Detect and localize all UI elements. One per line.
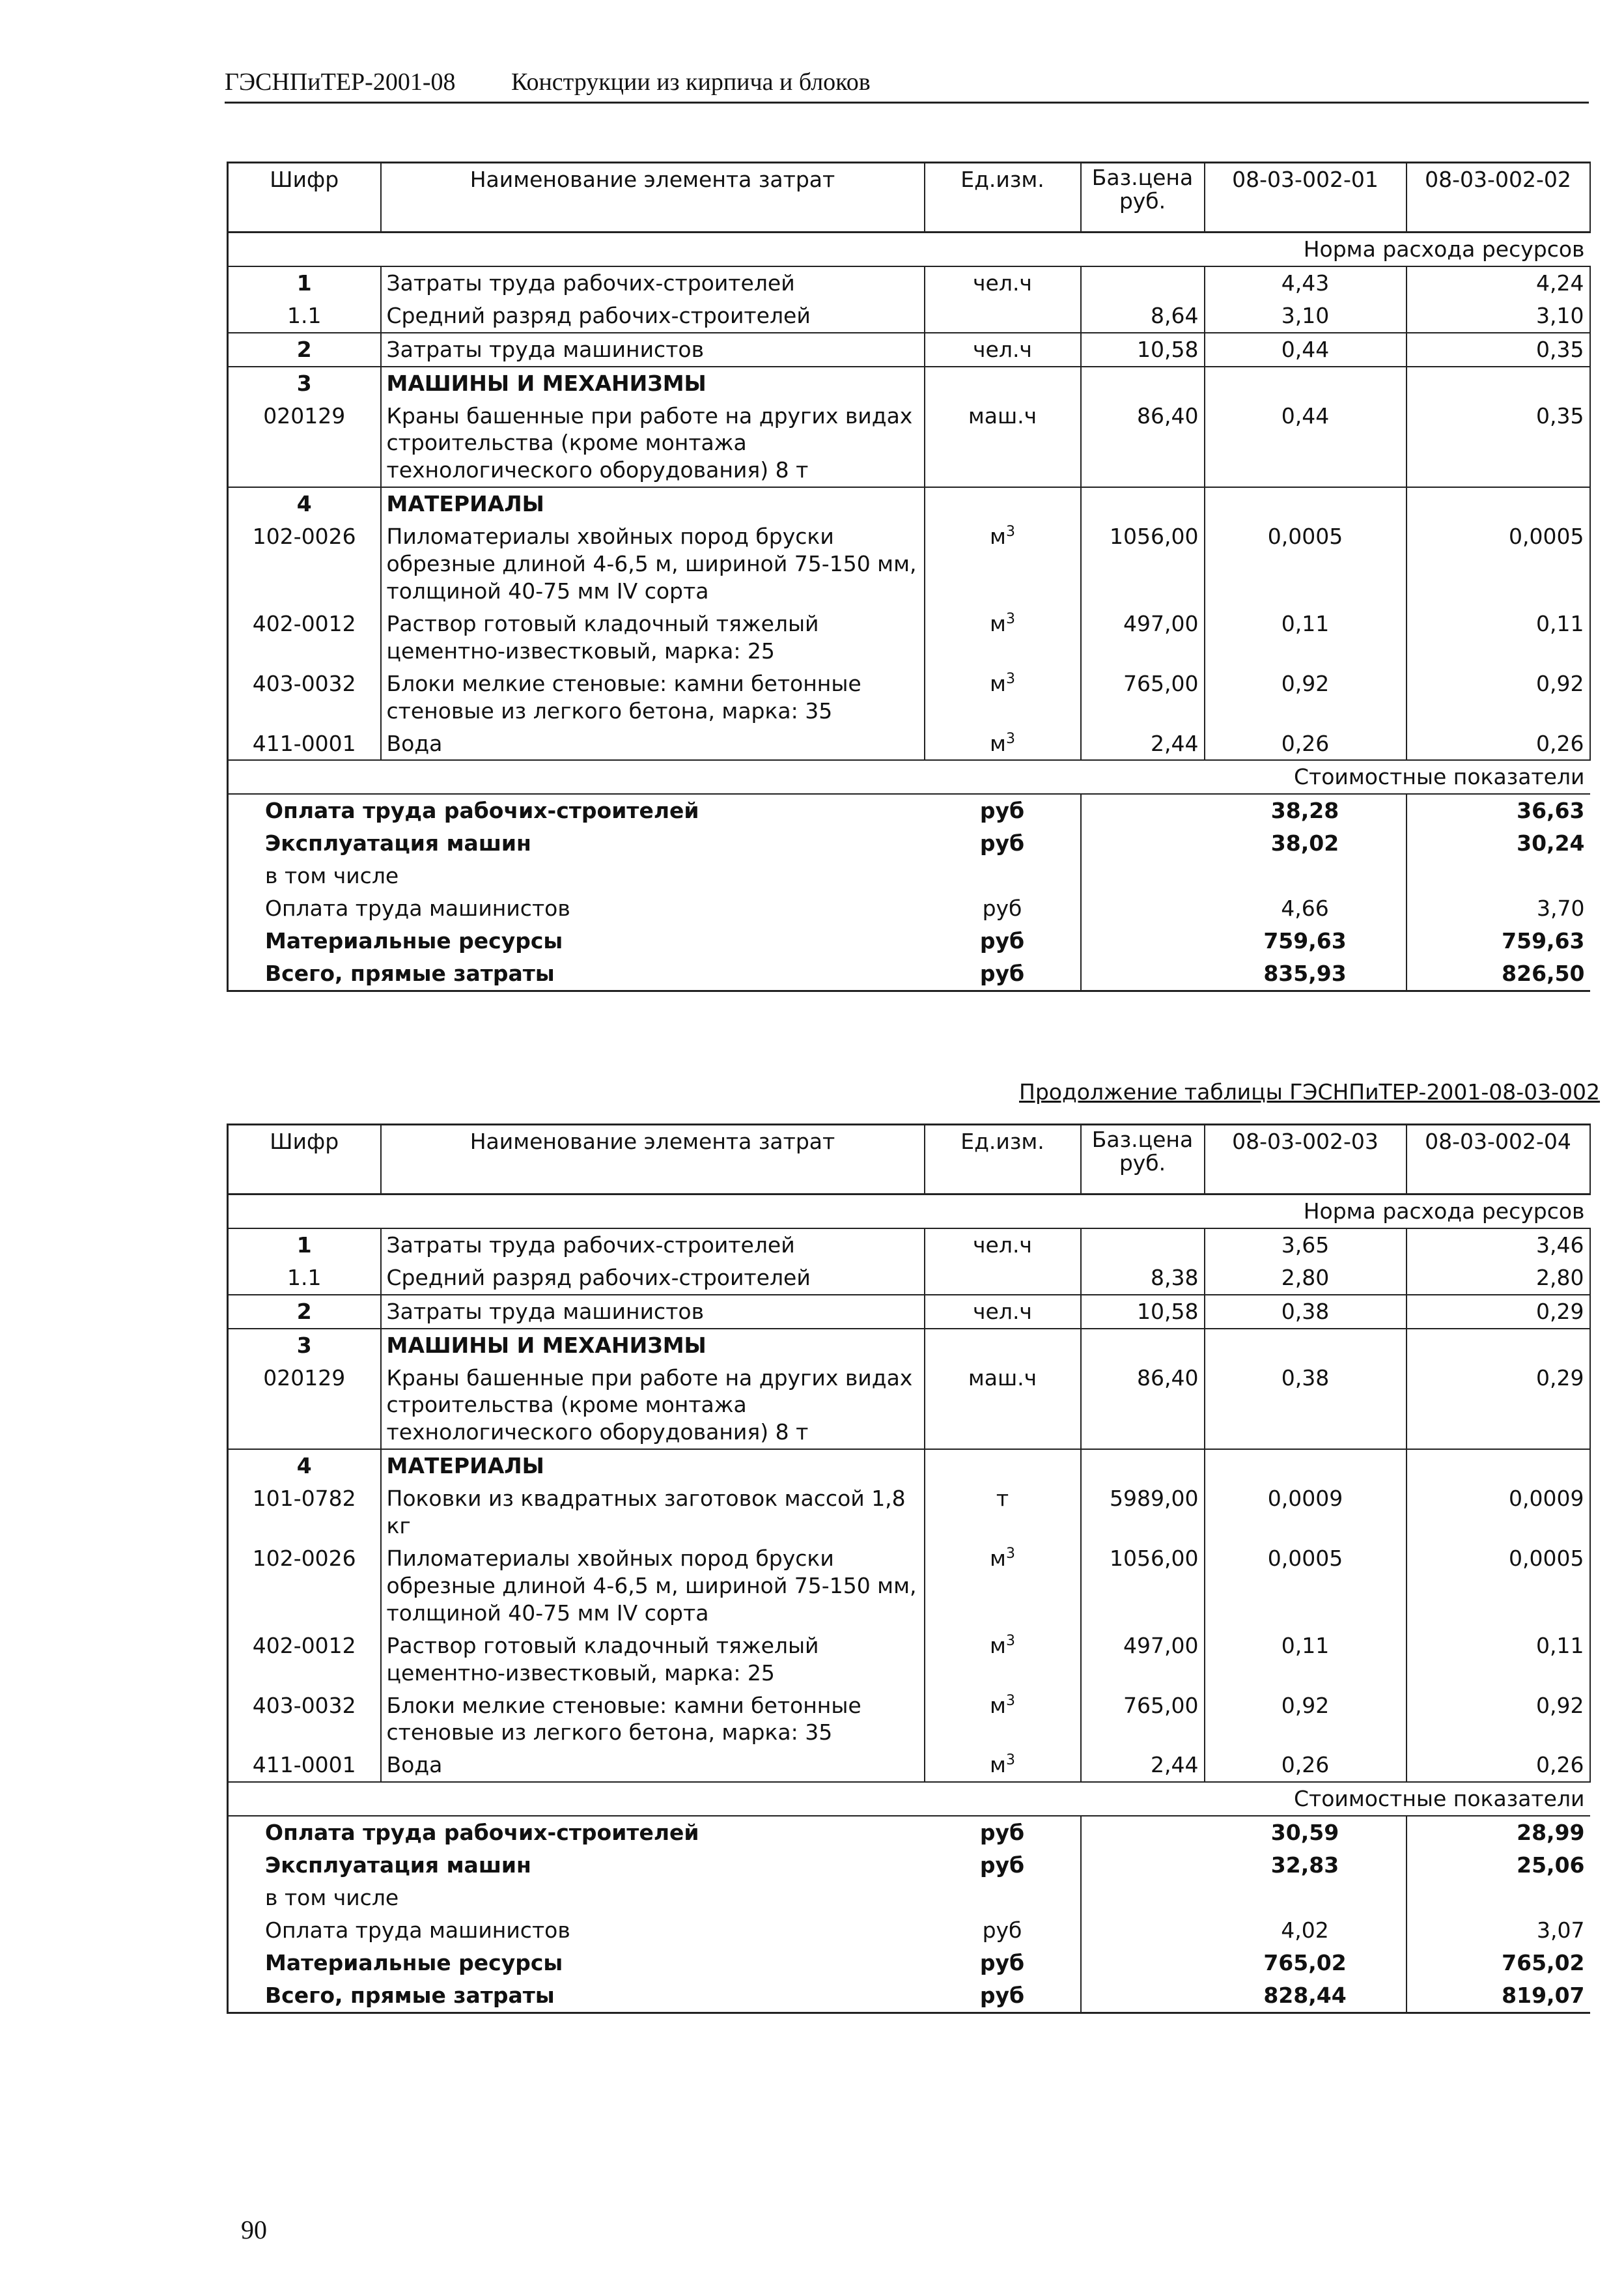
cost-unit <box>925 860 1081 892</box>
row-norm-b: 0,92 <box>1407 1689 1590 1749</box>
cost-name: Всего, прямые затраты <box>228 957 925 991</box>
row-price <box>1081 266 1205 300</box>
row-norm-b: 0,0005 <box>1407 1542 1590 1630</box>
row-name: Блоки мелкие стеновые: камни бетонные стеновые из легкого бетона, марка: 35 <box>381 1689 925 1749</box>
row-norm-b: 3,10 <box>1407 300 1590 333</box>
norm-label-row <box>228 233 1590 266</box>
cost-value-b: 826,50 <box>1407 957 1590 991</box>
cost-label-row <box>228 760 1590 794</box>
row-name: МАШИНЫ И МЕХАНИЗМЫ <box>381 1329 925 1362</box>
cost-unit: руб <box>979 1820 1025 1846</box>
row-name: Вода <box>381 1749 925 1782</box>
cost-row <box>228 1882 1590 1914</box>
cost-unit: руб <box>979 798 1025 824</box>
row-norm-a: 0,0005 <box>1205 520 1407 608</box>
row-name: Пиломатериалы хвойных пород бруски обрезные длиной 4-6,5 м, шириной 75-150 мм, толщиной 40-75 мм IV сорта <box>381 520 925 608</box>
col-header-price-line1: Баз.цена <box>1091 165 1194 190</box>
row-name: Раствор готовый кладочный тяжелый цементно-известковый, марка: 25 <box>381 608 925 668</box>
row-name: Вода <box>381 728 925 761</box>
table-row <box>228 608 1590 668</box>
resource-table-1 <box>227 162 1591 992</box>
cost-row <box>228 794 1590 827</box>
cost-value-b: 25,06 <box>1407 1849 1590 1882</box>
row-code: 102-0026 <box>228 1542 381 1630</box>
unit-exponent: 3 <box>1005 1752 1015 1769</box>
row-name: Пиломатериалы хвойных пород бруски обрезные длиной 4-6,5 м, шириной 75-150 мм, толщиной 40-75 мм IV сорта <box>381 1542 925 1630</box>
row-name: Краны башенные при работе на других видах строительства (кроме монтажа технологического оборудования) 8 т <box>381 1362 925 1450</box>
cost-unit: руб <box>979 1852 1025 1878</box>
cost-label: Стоимостные показатели <box>228 1782 1590 1816</box>
cost-row <box>228 925 1590 957</box>
row-norm-b: 2,80 <box>1407 1262 1590 1295</box>
row-norm-a: 3,10 <box>1205 300 1407 333</box>
row-price: 765,00 <box>1081 668 1205 728</box>
row-norm-a: 0,38 <box>1205 1362 1407 1450</box>
norm-label: Норма расхода ресурсов <box>228 233 1590 266</box>
row-name: МАШИНЫ И МЕХАНИЗМЫ <box>381 367 925 400</box>
cost-row <box>228 1947 1590 1979</box>
row-norm-a: 0,92 <box>1205 1689 1407 1749</box>
row-price: 10,58 <box>1081 1295 1205 1329</box>
row-price: 8,38 <box>1081 1262 1205 1295</box>
table-row <box>228 400 1590 488</box>
row-name: Краны башенные при работе на других видах строительства (кроме монтажа технологического оборудования) 8 т <box>381 400 925 488</box>
cost-price-empty <box>1081 860 1205 892</box>
row-norm-b: 0,92 <box>1407 668 1590 728</box>
cost-value-a: 38,28 <box>1270 798 1339 824</box>
table-row <box>228 668 1590 728</box>
row-norm-b: 0,11 <box>1407 608 1590 668</box>
row-norm-a: 0,92 <box>1205 668 1407 728</box>
row-code: 2 <box>228 1295 381 1329</box>
cost-price-empty <box>1081 925 1205 957</box>
row-unit <box>925 367 1081 400</box>
row-norm-a: 0,0005 <box>1205 1542 1407 1630</box>
row-unit <box>925 1630 1081 1689</box>
row-code: 101-0782 <box>228 1482 381 1542</box>
table-header <box>228 163 1590 233</box>
cost-value-a: 835,93 <box>1205 957 1407 991</box>
row-norm-a: 0,26 <box>1205 728 1407 761</box>
cost-unit: руб <box>979 927 1025 954</box>
row-name: Затраты труда рабочих-строителей <box>381 266 925 300</box>
table-row <box>228 1262 1590 1295</box>
table-row <box>228 1228 1590 1262</box>
resource-table-2 <box>227 1124 1591 2014</box>
row-unit-text: $м^3$ <box>990 1692 1015 1718</box>
row-name: Блоки мелкие стеновые: камни бетонные стеновые из легкого бетона, марка: 35 <box>381 668 925 728</box>
row-norm-b: 0,29 <box>1407 1362 1590 1450</box>
cost-price-empty <box>1081 1979 1205 2013</box>
row-unit-text: $м^3$ <box>990 1545 1015 1571</box>
row-unit <box>925 300 1081 333</box>
row-unit <box>925 1542 1081 1630</box>
row-price: 1056,00 <box>1081 1542 1205 1630</box>
table-row <box>228 266 1590 300</box>
row-code: 402-0012 <box>228 608 381 668</box>
cost-value-a: 759,63 <box>1263 927 1347 954</box>
table-row <box>228 367 1590 400</box>
row-unit-text: $м^3$ <box>990 730 1015 756</box>
row-norm-a <box>1205 1329 1407 1362</box>
cost-value-a: 765,02 <box>1263 1949 1347 1975</box>
cost-name: Всего, прямые затраты <box>228 1979 925 2013</box>
unit-exponent: 3 <box>1005 610 1015 627</box>
cost-name: Эксплуатация машин <box>228 1849 925 1882</box>
row-norm-a: 3,65 <box>1205 1228 1407 1262</box>
row-price <box>1081 367 1205 400</box>
row-norm-a: 0,26 <box>1205 1749 1407 1782</box>
unit-exponent: 3 <box>1005 730 1015 747</box>
table-row <box>228 1329 1590 1362</box>
cost-price-empty <box>1081 1849 1205 1882</box>
row-code: 102-0026 <box>228 520 381 608</box>
col-header-unit: Ед.изм. <box>925 1125 1081 1194</box>
col-header-unit: Ед.изм. <box>925 163 1081 233</box>
row-norm-b: 0,26 <box>1407 1749 1590 1782</box>
cost-row <box>228 1849 1590 1882</box>
cost-name: Оплата труда машинистов <box>228 892 925 925</box>
row-norm-a: 0,38 <box>1205 1295 1407 1329</box>
row-unit-text: $м^3$ <box>990 1632 1015 1658</box>
table-row <box>228 300 1590 333</box>
cost-value-b <box>1407 860 1590 892</box>
cost-name: Оплата труда машинистов <box>228 1914 925 1947</box>
row-code: 1 <box>228 1228 381 1262</box>
row-unit: т <box>925 1482 1081 1542</box>
cost-row <box>228 1979 1590 2013</box>
row-unit <box>925 1749 1081 1782</box>
row-name: Затраты труда машинистов <box>381 1295 925 1329</box>
row-norm-b: 0,11 <box>1407 1630 1590 1689</box>
cost-name: Оплата труда рабочих-строителей <box>228 794 925 827</box>
col-header-norm-a: 08-03-002-01 <box>1205 163 1407 233</box>
col-header-norm-a: 08-03-002-03 <box>1205 1125 1407 1194</box>
cost-name: Эксплуатация машин <box>228 827 925 860</box>
table-row <box>228 1449 1590 1482</box>
table-row <box>228 333 1590 367</box>
row-norm-b: 4,24 <box>1407 266 1590 300</box>
row-unit <box>925 668 1081 728</box>
row-price: 5989,00 <box>1081 1482 1205 1542</box>
row-unit: маш.ч <box>925 400 1081 488</box>
col-header-price-line1: Баз.цена <box>1091 1127 1194 1152</box>
row-price: 2,44 <box>1081 1749 1205 1782</box>
norm-label-row <box>228 1194 1590 1228</box>
row-price <box>1081 487 1205 520</box>
row-name: МАТЕРИАЛЫ <box>381 1449 925 1482</box>
unit-exponent: 3 <box>1005 1692 1015 1709</box>
cost-value-a: 30,59 <box>1270 1820 1339 1846</box>
cost-unit: руб <box>982 1917 1022 1943</box>
row-unit <box>925 1689 1081 1749</box>
cost-unit: руб <box>925 957 1081 991</box>
row-unit <box>925 728 1081 761</box>
row-unit <box>925 1262 1081 1295</box>
row-unit: чел.ч <box>925 1228 1081 1262</box>
row-norm-a: 0,44 <box>1205 400 1407 488</box>
row-unit: чел.ч <box>925 266 1081 300</box>
cost-unit: руб <box>979 1949 1025 1975</box>
cost-value-b: 765,02 <box>1407 1947 1590 1979</box>
unit-exponent: 3 <box>1005 1632 1015 1649</box>
col-header-name: Наименование элемента затрат <box>381 163 925 233</box>
row-norm-b: 3,46 <box>1407 1228 1590 1262</box>
row-unit <box>925 487 1081 520</box>
cost-value-a: 38,02 <box>1270 830 1339 856</box>
cost-price-empty <box>1081 892 1205 925</box>
table-row <box>228 1630 1590 1689</box>
cost-row <box>228 957 1590 991</box>
row-unit <box>925 608 1081 668</box>
col-header-price <box>1081 163 1205 233</box>
row-norm-a: 0,44 <box>1205 333 1407 367</box>
row-unit: чел.ч <box>925 1295 1081 1329</box>
col-header-norm-b: 08-03-002-04 <box>1407 1125 1590 1194</box>
row-price: 10,58 <box>1081 333 1205 367</box>
cost-value-a: 828,44 <box>1205 1979 1407 2013</box>
row-price: 497,00 <box>1081 608 1205 668</box>
row-code: 403-0032 <box>228 1689 381 1749</box>
cost-label: Стоимостные показатели <box>228 760 1590 794</box>
page-number: 90 <box>241 2215 267 2244</box>
row-code: 020129 <box>228 400 381 488</box>
cost-unit: руб <box>979 830 1025 856</box>
table-row <box>228 728 1590 761</box>
continuation-label: Продолжение таблицы ГЭСНПиТЕР-2001-08-03-002 <box>1019 1079 1601 1105</box>
table-row <box>228 1749 1590 1782</box>
row-code: 3 <box>228 1329 381 1362</box>
table-row <box>228 520 1590 608</box>
cost-row <box>228 892 1590 925</box>
table-row <box>228 1295 1590 1329</box>
row-norm-b: 0,0005 <box>1407 520 1590 608</box>
row-name: Поковки из квадратных заготовок массой 1,8 кг <box>381 1482 925 1542</box>
row-norm-a: 0,11 <box>1205 608 1407 668</box>
cost-price-empty <box>1081 1816 1205 1849</box>
row-name: Затраты труда машинистов <box>381 333 925 367</box>
col-header-code: Шифр <box>228 163 381 233</box>
row-name: Средний разряд рабочих-строителей <box>381 1262 925 1295</box>
row-unit-text: $м^3$ <box>990 610 1015 636</box>
cost-value-a: 32,83 <box>1270 1852 1339 1878</box>
row-unit <box>925 520 1081 608</box>
row-code: 4 <box>228 487 381 520</box>
row-code: 1.1 <box>228 1262 381 1295</box>
unit-exponent: 3 <box>1005 670 1015 687</box>
header-title: Конструкции из кирпича и блоков <box>511 68 871 96</box>
row-price: 2,44 <box>1081 728 1205 761</box>
cost-value-a <box>1205 860 1407 892</box>
row-price: 86,40 <box>1081 400 1205 488</box>
row-price <box>1081 1329 1205 1362</box>
col-header-norm-b: 08-03-002-02 <box>1407 163 1590 233</box>
row-unit-text: $м^3$ <box>990 1752 1015 1778</box>
cost-price-empty <box>1081 794 1205 827</box>
table-row <box>228 1362 1590 1450</box>
row-price: 8,64 <box>1081 300 1205 333</box>
table-row <box>228 1542 1590 1630</box>
row-code: 411-0001 <box>228 728 381 761</box>
row-unit-text: $м^3$ <box>990 670 1015 696</box>
row-unit: маш.ч <box>925 1362 1081 1450</box>
cost-value-b <box>1407 1882 1590 1914</box>
row-norm-a: 0,0009 <box>1205 1482 1407 1542</box>
cost-row <box>228 860 1590 892</box>
col-header-code: Шифр <box>228 1125 381 1194</box>
unit-exponent: 3 <box>1005 1545 1015 1562</box>
cost-value-b: 3,70 <box>1407 892 1590 925</box>
row-norm-b <box>1407 367 1590 400</box>
row-unit-text: $м^3$ <box>990 524 1015 550</box>
cost-price-empty <box>1081 1882 1205 1914</box>
row-norm-a: 2,80 <box>1205 1262 1407 1295</box>
row-code: 402-0012 <box>228 1630 381 1689</box>
cost-value-b: 36,63 <box>1407 794 1590 827</box>
row-norm-b: 0,35 <box>1407 400 1590 488</box>
col-header-name: Наименование элемента затрат <box>381 1125 925 1194</box>
row-norm-a <box>1205 1449 1407 1482</box>
row-code: 2 <box>228 333 381 367</box>
row-name: Раствор готовый кладочный тяжелый цементно-известковый, марка: 25 <box>381 1630 925 1689</box>
running-header <box>225 65 1589 104</box>
col-header-price <box>1081 1125 1205 1194</box>
cost-value-a: 4,66 <box>1281 896 1329 922</box>
row-price <box>1081 1449 1205 1482</box>
cost-row <box>228 1914 1590 1947</box>
table-row <box>228 1689 1590 1749</box>
col-header-price-line2: руб. <box>1119 1150 1166 1176</box>
row-norm-b: 0,26 <box>1407 728 1590 761</box>
row-name: Средний разряд рабочих-строителей <box>381 300 925 333</box>
col-header-price-line2: руб. <box>1119 188 1166 214</box>
row-price: 497,00 <box>1081 1630 1205 1689</box>
norm-label: Норма расхода ресурсов <box>228 1194 1590 1228</box>
cost-value-a: 4,02 <box>1281 1917 1329 1943</box>
cost-name: в том числе <box>228 1882 925 1914</box>
cost-value-b: 30,24 <box>1407 827 1590 860</box>
cost-value-b: 28,99 <box>1407 1816 1590 1849</box>
row-norm-b: 0,35 <box>1407 333 1590 367</box>
row-code: 3 <box>228 367 381 400</box>
cost-value-a <box>1205 1882 1407 1914</box>
row-norm-b: 0,29 <box>1407 1295 1590 1329</box>
table-row <box>228 487 1590 520</box>
row-norm-b <box>1407 487 1590 520</box>
cost-row <box>228 827 1590 860</box>
cost-value-b: 3,07 <box>1407 1914 1590 1947</box>
row-code: 020129 <box>228 1362 381 1450</box>
cost-name: в том числе <box>228 860 925 892</box>
row-norm-a: 4,43 <box>1205 266 1407 300</box>
row-unit <box>925 1329 1081 1362</box>
row-unit <box>925 1449 1081 1482</box>
row-price <box>1081 1228 1205 1262</box>
row-norm-a: 0,11 <box>1205 1630 1407 1689</box>
cost-row <box>228 1816 1590 1849</box>
table-header <box>228 1125 1590 1194</box>
cost-price-empty <box>1081 1947 1205 1979</box>
header-code: ГЭСНПиТЕР-2001-08 <box>225 68 456 96</box>
row-norm-a <box>1205 487 1407 520</box>
cost-price-empty <box>1081 957 1205 991</box>
cost-value-b: 759,63 <box>1407 925 1590 957</box>
row-code: 4 <box>228 1449 381 1482</box>
row-name: МАТЕРИАЛЫ <box>381 487 925 520</box>
unit-exponent: 3 <box>1005 524 1015 541</box>
table-row <box>228 1482 1590 1542</box>
cost-name: Материальные ресурсы <box>228 925 925 957</box>
cost-unit: руб <box>982 896 1022 922</box>
row-price: 86,40 <box>1081 1362 1205 1450</box>
row-code: 1.1 <box>228 300 381 333</box>
row-norm-b <box>1407 1449 1590 1482</box>
row-code: 403-0032 <box>228 668 381 728</box>
cost-name: Оплата труда рабочих-строителей <box>228 1816 925 1849</box>
row-price: 1056,00 <box>1081 520 1205 608</box>
cost-unit: руб <box>925 1979 1081 2013</box>
row-norm-b <box>1407 1329 1590 1362</box>
row-norm-a <box>1205 367 1407 400</box>
row-price: 765,00 <box>1081 1689 1205 1749</box>
cost-name: Материальные ресурсы <box>228 1947 925 1979</box>
cost-unit <box>925 1882 1081 1914</box>
cost-label-row <box>228 1782 1590 1816</box>
row-name: Затраты труда рабочих-строителей <box>381 1228 925 1262</box>
row-code: 1 <box>228 266 381 300</box>
cost-price-empty <box>1081 827 1205 860</box>
row-norm-b: 0,0009 <box>1407 1482 1590 1542</box>
row-unit: чел.ч <box>925 333 1081 367</box>
cost-price-empty <box>1081 1914 1205 1947</box>
cost-value-b: 819,07 <box>1407 1979 1590 2013</box>
row-code: 411-0001 <box>228 1749 381 1782</box>
